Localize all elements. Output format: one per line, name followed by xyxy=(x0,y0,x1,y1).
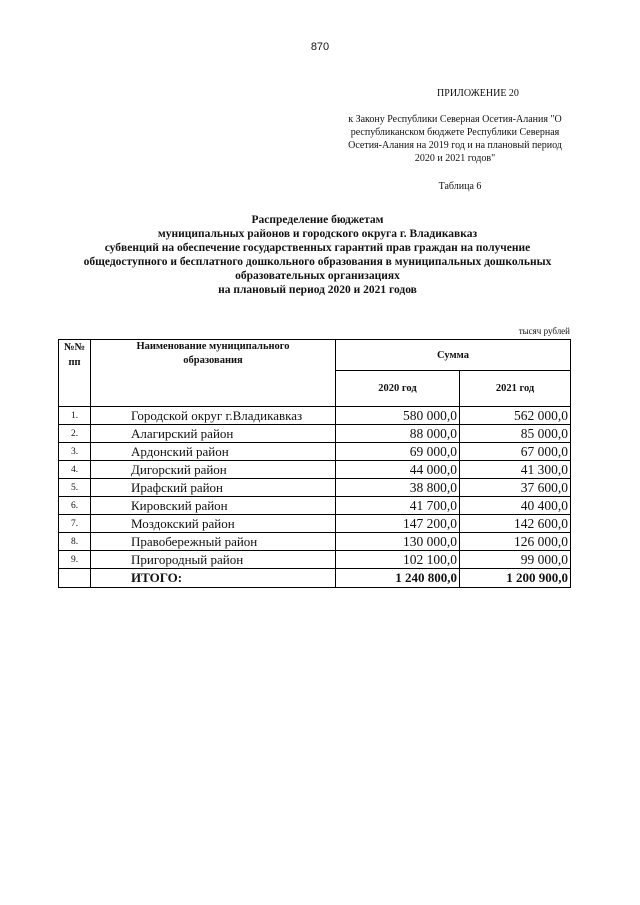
total-2020: 1 240 800,0 xyxy=(336,569,460,588)
column-header-name xyxy=(91,340,336,407)
row-number: 6. xyxy=(59,497,91,515)
table-row xyxy=(59,533,571,551)
municipality-name: Пригородный район xyxy=(91,551,336,569)
table-row xyxy=(59,461,571,479)
document-title xyxy=(40,213,595,297)
table-number-label: Таблица 6 xyxy=(438,181,482,192)
value-2021: 40 400,0 xyxy=(460,497,571,515)
title-line: образовательных организациях xyxy=(235,270,400,282)
header-text: Наименование муниципального xyxy=(136,341,290,352)
column-header-number xyxy=(59,340,91,407)
title-line: муниципальных районов и городского округа г. Владикавказ xyxy=(157,228,478,240)
table-row xyxy=(59,407,571,425)
value-2021: 41 300,0 xyxy=(460,461,571,479)
value-2020: 38 800,0 xyxy=(336,479,460,497)
table-row xyxy=(59,515,571,533)
header-text: пп xyxy=(68,357,81,368)
total-2021: 1 200 900,0 xyxy=(460,569,571,588)
row-number: 2. xyxy=(59,425,91,443)
header-text: №№ xyxy=(63,342,86,353)
distribution-table xyxy=(58,339,571,588)
municipality-name: Алагирский район xyxy=(91,425,336,443)
table-row xyxy=(59,443,571,461)
title-line: Распределение бюджетам xyxy=(251,214,384,226)
total-number-cell xyxy=(59,569,91,588)
value-2020: 88 000,0 xyxy=(336,425,460,443)
law-reference-line: 2020 и 2021 годов" xyxy=(414,153,496,164)
total-row xyxy=(59,569,571,588)
table-row xyxy=(59,479,571,497)
column-header-2020: 2020 год xyxy=(336,371,460,407)
value-2020: 147 200,0 xyxy=(336,515,460,533)
law-reference xyxy=(335,113,575,165)
title-line: общедоступного и бесплатного дошкольного образования в муниципальных дошкольных xyxy=(83,256,552,268)
table-header-row xyxy=(59,340,571,371)
unit-label: тысяч рублей xyxy=(518,326,570,336)
municipality-name: Городской округ г.Владикавказ xyxy=(91,407,336,425)
value-2020: 44 000,0 xyxy=(336,461,460,479)
law-reference-line: к Закону Республики Северная Осетия-Алания "О xyxy=(348,114,562,125)
row-number: 4. xyxy=(59,461,91,479)
row-number: 9. xyxy=(59,551,91,569)
appendix-label: ПРИЛОЖЕНИЕ 20 xyxy=(437,88,519,99)
row-number: 5. xyxy=(59,479,91,497)
law-reference-line: Осетия-Алания на 2019 год и на плановый период xyxy=(348,140,562,151)
title-line: субвенций на обеспечение государственных гарантий прав граждан на получение xyxy=(104,242,531,254)
value-2021: 37 600,0 xyxy=(460,479,571,497)
municipality-name: Ирафский район xyxy=(91,479,336,497)
value-2021: 562 000,0 xyxy=(460,407,571,425)
table-row xyxy=(59,497,571,515)
row-number: 3. xyxy=(59,443,91,461)
row-number: 7. xyxy=(59,515,91,533)
municipality-name: Кировский район xyxy=(91,497,336,515)
municipality-name: Правобережный район xyxy=(91,533,336,551)
value-2020: 580 000,0 xyxy=(336,407,460,425)
value-2020: 41 700,0 xyxy=(336,497,460,515)
value-2020: 130 000,0 xyxy=(336,533,460,551)
row-number: 1. xyxy=(59,407,91,425)
row-number: 8. xyxy=(59,533,91,551)
value-2020: 69 000,0 xyxy=(336,443,460,461)
value-2021: 142 600,0 xyxy=(460,515,571,533)
title-line: на плановый период 2020 и 2021 годов xyxy=(218,284,417,296)
page-number: 870 xyxy=(310,41,330,53)
column-header-sum: Сумма xyxy=(336,340,571,371)
total-label: ИТОГО: xyxy=(91,569,336,588)
municipality-name: Моздокский район xyxy=(91,515,336,533)
table-row xyxy=(59,425,571,443)
value-2021: 126 000,0 xyxy=(460,533,571,551)
value-2020: 102 100,0 xyxy=(336,551,460,569)
value-2021: 99 000,0 xyxy=(460,551,571,569)
municipality-name: Дигорский район xyxy=(91,461,336,479)
table-row xyxy=(59,551,571,569)
value-2021: 85 000,0 xyxy=(460,425,571,443)
value-2021: 67 000,0 xyxy=(460,443,571,461)
header-text: образования xyxy=(183,355,243,366)
column-header-2021: 2021 год xyxy=(460,371,571,407)
law-reference-line: республиканском бюджете Республики Северная xyxy=(350,127,560,138)
municipality-name: Ардонский район xyxy=(91,443,336,461)
